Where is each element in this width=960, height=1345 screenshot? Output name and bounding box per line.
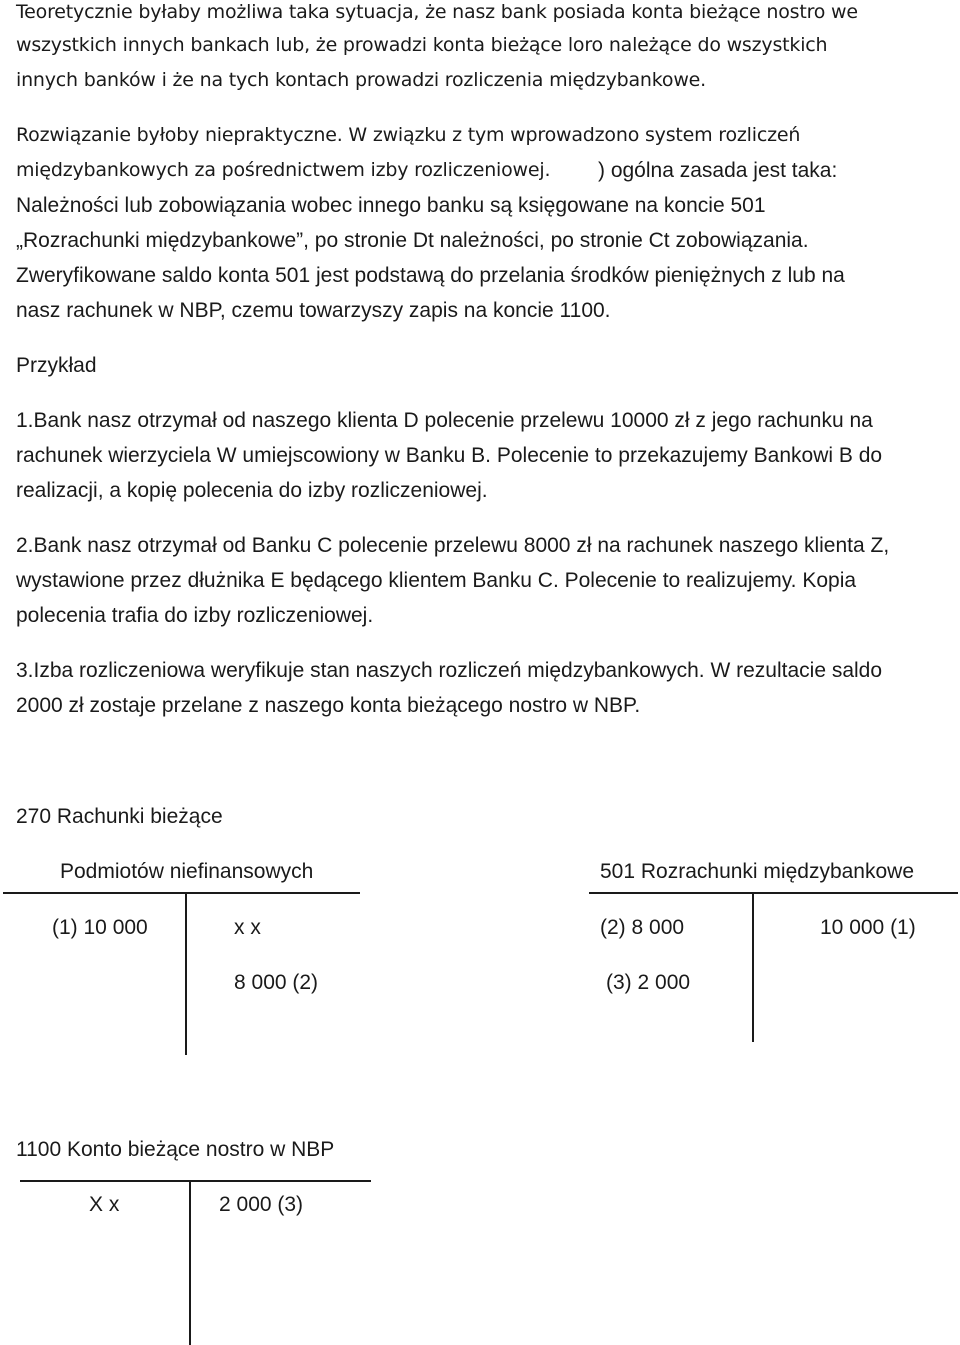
credit-entry: 8 000 (2) (234, 971, 319, 994)
account-vertical-rule (189, 1180, 191, 1345)
account-title: 501 Rozrachunki międzybankowe (600, 860, 915, 883)
intro-line: wszystkich innych bankach lub, że prowadzi konta bieżące loro należące do wszystkich (16, 34, 828, 56)
step-3-line: 2000 zł zostaje przelane z naszego konta bieżącego nostro w NBP. (16, 694, 641, 717)
debit-entry: (3) 2 000 (606, 971, 691, 994)
debit-entry: (2) 8 000 (600, 916, 685, 939)
account-horizontal-rule (589, 892, 958, 894)
step-1-line: rachunek wierzyciela W umiejscowiony w Banku B. Polecenie to przekazujemy Bankowi B do (16, 444, 883, 467)
debit-entry: X x (89, 1193, 120, 1216)
account-horizontal-rule (20, 1180, 371, 1182)
credit-entry: 10 000 (1) (820, 916, 916, 939)
intro-line: Rozwiązanie byłoby niepraktyczne. W związku z tym wprowadzono system rozliczeń (16, 124, 801, 146)
intro-line: innych banków i że na tych kontach prowadzi rozliczenia międzybankowe. (16, 69, 706, 91)
intro-line: Teoretycznie byłaby możliwa taka sytuacja, że nasz bank posiada konta bieżące nostro we (16, 1, 858, 23)
account-horizontal-rule (3, 892, 360, 894)
step-2-line: wystawione przez dłużnika E będącego klientem Banku C. Polecenie to realizujemy. Kopia (16, 569, 857, 592)
account-title: 270 Rachunki bieżące (16, 805, 223, 828)
account-subtitle: Podmiotów niefinansowych (60, 860, 314, 883)
credit-entry: 2 000 (3) (219, 1193, 304, 1216)
intro-line: międzybankowych za pośrednictwem izby rozliczeniowej. (16, 159, 551, 181)
step-2-line: polecenia trafia do izby rozliczeniowej. (16, 604, 374, 627)
rule-line: Należności lub zobowiązania wobec innego banku są księgowane na koncie 501 (16, 194, 766, 217)
credit-entry: x x (234, 916, 261, 939)
account-title: 1100 Konto bieżące nostro w NBP (16, 1138, 335, 1161)
step-1-line: realizacji, a kopię polecenia do izby rozliczeniowej. (16, 479, 488, 502)
example-heading: Przykład (16, 354, 97, 377)
rule-line: Zweryfikowane saldo konta 501 jest podstawą do przelania środków pieniężnych z lub na (16, 264, 845, 287)
rule-line: nasz rachunek w NBP, czemu towarzyszy zapis na koncie 1100. (16, 299, 611, 322)
step-3-line: 3.Izba rozliczeniowa weryfikuje stan naszych rozliczeń międzybankowych. W rezultacie saldo (16, 659, 883, 682)
rule-line: „Rozrachunki międzybankowe”, po stronie Dt należności, po stronie Ct zobowiązania. (16, 229, 809, 252)
step-1-line: 1.Bank nasz otrzymał od naszego klienta D polecenie przelewu 10000 zł z jego rachunku na (16, 409, 873, 432)
step-2-line: 2.Bank nasz otrzymał od Banku C polecenie przelewu 8000 zł na rachunek naszego klienta Z, (16, 534, 890, 557)
account-vertical-rule (752, 892, 754, 1042)
rule-line: ) ogólna zasada jest taka: (598, 159, 838, 182)
account-vertical-rule (185, 892, 187, 1055)
debit-entry: (1) 10 000 (52, 916, 148, 939)
